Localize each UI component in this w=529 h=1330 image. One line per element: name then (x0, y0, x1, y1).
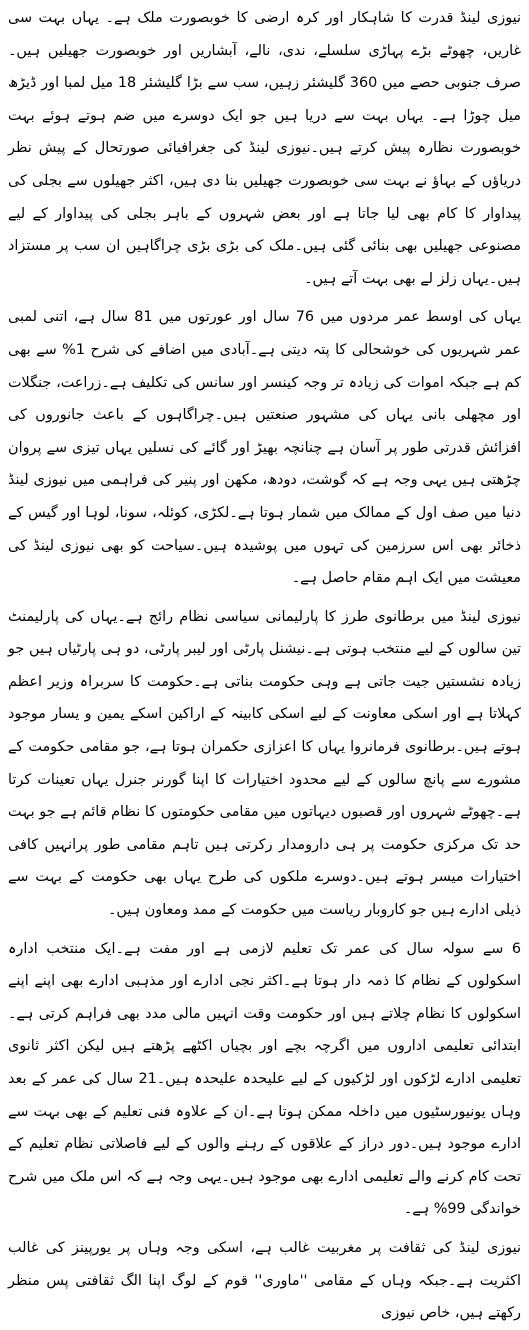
paragraph-education: 6 سے سولہ سال کی عمر تک تعلیم لازمی ہے اور مفت ہے۔ایک منتخب ادارہ اسکولوں کے نظام کا ذمہ دار ہوتا ہے۔اکثر نجی ادارے اور مذہبی ادارے بھی اپنے اپنے اسکولوں کا نظام چلاتے ہیں اور حکومت وقت انہیں مالی مدد بھی فراہم کرتی ہے۔ابتدائی تعلیمی اداروں میں اگرچہ بچے اور بچیاں اکٹھے پڑھتے ہیں لیکن اکثر ثانوی تعلیمی ادارے لڑکوں اور لڑکیوں کے لیے علیحدہ علیحدہ ہیں۔21 سال کی عمر کے بعد وہاں یونیورسٹیوں میں داخلہ ممکن ہوتا ہے۔ان کے علاوہ فنی تعلیم کے بھی بہت سے ادارے موجود ہیں۔دور دراز کے علاقوں کے رہنے والوں کے لیے فاصلاتی نظام تعلیم کے تحت کام کرنے والے تعلیمی ادارے بھی موجود ہیں۔یہی وجہ ہے کہ اس ملک میں شرح خواندگی 99% ہے۔ (8, 940, 521, 1218)
paragraph-culture: نیوزی لینڈ کی ثقافت پر مغربیت غالب ہے، اسکی وجہ وہاں پر یورپینز کی غالب اکثریت ہے۔جبکہ وہاں کے مقامی ''ماوری'' قوم کے لوگ اپنا الگ ثقافتی پس منظر رکھتے ہیں، خاص نیوزی (8, 1239, 521, 1322)
paragraph-demographics-economy: یہاں کی اوسط عمر مردوں میں 76 سال اور عورتوں میں 81 سال ہے، اتنی لمبی عمر شہریوں کی خوشحالی کا پتہ دیتی ہے۔آبادی میں اضافے کی شرح 1% سے بھی کم ہے جبکہ اموات کی زیادہ تر وجہ کینسر اور سانس کی تکلیف ہے۔زراعت، جنگلات اور مچھلی بانی یہاں کی مشہور صنعتیں ہیں۔چراگاہوں کے باعث جانوروں کی افزائش قدرتی طور پر آسان ہے چنانچہ بھیڑ اور گائے کی نسلیں یہاں تیزی سے پروان چڑھتی ہیں یہی وجہ ہے کہ گوشت، دودھ، مکھن اور پنیر کی فراہمی میں نیوزی لینڈ دنیا میں صف اول کے ممالک میں شمار ہوتا ہے۔لکڑی، کوئلہ، سونا، لوہا اور گیس کے ذخائر بھی اس سرزمین کی تہوں میں پوشیدہ ہیں۔سیاحت کو بھی نیوزی لینڈ کی معیشت میں ایک اہم مقام حاصل ہے۔ (8, 309, 521, 587)
paragraph-geography: نیوزی لینڈ قدرت کا شاہکار اور کرہ ارضی کا خوبصورت ملک ہے۔ یہاں بہت سی غاریں، چھوٹے بڑے پہاڑی سلسلے، ندی، نالے، آبشاریں اور خوبصورت جھیلیں ہیں۔صرف جنوبی حصے میں 360 گلیشئر زہیں، سب سے بڑا گلیشئر 18 میل لمبا اور ڈیڑھ میل چوڑا ہے۔ یہاں بہت سے دریا ہیں جو ایک دوسرے میں ضم ہوتے ہوئے بہت خوبصورت نظارہ پیش کرتے ہیں۔نیوزی لینڈ کی جغرافیائی صورتحال کے پیش نظر دریاؤں کے بہاؤ نے بہت سی خوبصورت جھیلیں بنا دی ہیں، اکثر جھیلوں سے بجلی کی پیداوار کا کام بھی لیا جاتا ہے اور بعض شہروں کے باہر بجلی کی پیداوار کے لیے مصنوعی جھیلیں بھی بنائی گئی ہیں۔ملک کی بڑی بڑی چراگاہیں ان سب پر مستزاد ہیں۔یہاں زلز لے بھی بہت آتے ہیں۔ (8, 10, 521, 287)
paragraph-government: نیوزی لینڈ میں برطانوی طرز کا پارلیمانی سیاسی نظام رائج ہے۔یہاں کی پارلیمنٹ تین سالوں کے لیے منتخب ہوتی ہے۔نیشنل پارٹی اور لیبر پارٹی، دو ہی پارٹیاں ہیں جو زیادہ نشستیں جیت جاتی ہے وہی حکومت بناتی ہے۔حکومت کا سربراہ وزیر اعظم کہلاتا ہے اور اسکی معاونت کے لیے اسکی کابینہ کے اراکین اسکے یمین و یسار موجود ہوتے ہیں۔برطانوی فرمانروا یہاں کا اعزازی حکمران ہوتا ہے، جو مقامی حکومت کے مشورے سے پانچ سالوں کے لیے محدود اختیارات کا اپنا گورنر جنرل یہاں تعینات کرتا ہے۔چھوٹے شہروں اور قصبوں دیہاتوں میں مقامی حکومتوں کا نظام قائم ہے جو بہت حد تک مرکزی حکومت پر ہی دارومدار رکرتی ہیں تاہم مقامی طور پرانہیں کافی اختیارات میسر ہوتے ہیں۔دوسرے ملکوں کی طرح یہاں بھی حکومت کے بہت سے ذیلی ادارے ہیں جو کاروبار ریاست میں حکومت کے ممد ومعاون ہیں۔ (8, 608, 521, 919)
